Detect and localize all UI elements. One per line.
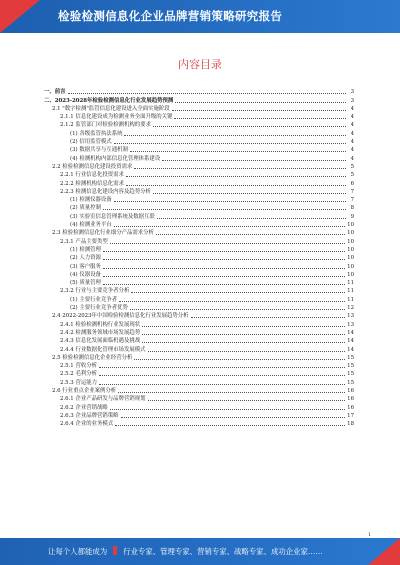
toc-entry-title: 二、2023-2028年检验检测信息化行业发展趋势预测 [44,97,174,104]
toc-entry-title: (3) 客户服务 [70,263,101,270]
toc-entry-title: 2.1.1 信息化建设成为检测业务全面升级的关键 [60,114,173,121]
report-title: 检验检测信息化企业品牌营销策略研究报告 [58,9,283,23]
toc-heading: 内容目录 [178,58,222,71]
toc-entry[interactable] [44,395,354,403]
toc-leader-dots [162,160,346,161]
footer-roles: 行业专家、管理专家、营销专家、战略专家、成功企业家…… [123,547,323,556]
toc-entry-title: 2.5 检验检测信息化企业经营分析 [52,354,133,361]
toc-leader-dots [153,126,346,127]
toc-leader-dots [142,334,345,335]
toc-entry-page: 11 [347,296,354,303]
toc-entry[interactable] [44,362,354,370]
toc-entry-page: 14 [347,346,354,353]
toc-entry-title: 2.5.3 营运能力 [60,379,97,386]
toc-entry-page: 14 [347,329,354,336]
toc-entry[interactable] [44,295,354,303]
toc-entry-title: (4) 检测业务平台 [70,222,112,229]
toc-leader-dots [119,301,345,302]
toc-entry-title: 2.6 行业重点企业案例分析 [52,387,117,394]
toc-leader-dots [153,193,346,194]
toc-entry-page: 10 [347,230,354,237]
toc-leader-dots [148,351,346,352]
toc-leader-dots [156,234,345,235]
toc-leader-dots [174,118,346,119]
toc-leader-dots [99,384,345,385]
toc-entry-title: (1) 检测管理 [70,246,101,253]
toc-entry[interactable] [44,105,354,113]
toc-leader-dots [126,185,346,186]
toc-entry-title: 2.5.2 毛利分析 [60,371,97,378]
toc-entry[interactable] [44,337,354,345]
toc-entry[interactable] [44,88,354,96]
toc-entry-page: 10 [347,263,354,270]
toc-entry-title: 2.3.1 产品主要类型 [60,238,108,245]
toc-entry-page: 9 [350,213,354,220]
toc-leader-dots [103,284,345,285]
footer-lead: 让每个人都能成为 [48,547,108,556]
toc-entry[interactable] [44,279,354,287]
toc-entry[interactable] [44,204,354,212]
toc-entry-page: 5 [350,172,354,179]
toc-entry-title: 2.4.2 检测服务领域市场发展趋势 [60,329,141,336]
toc-entry-title: 2.1 "数字检测"监管信息化建设进入全面实施阶段 [52,105,170,112]
table-of-contents [44,88,354,428]
toc-entry[interactable] [44,345,354,353]
toc-entry-page: 4 [350,130,354,137]
toc-entry-page: 17 [347,412,354,419]
toc-entry[interactable] [44,154,354,162]
toc-entry[interactable] [44,96,354,104]
toc-entry[interactable] [44,188,354,196]
toc-entry[interactable] [44,171,354,179]
toc-entry-title: (2) 人力资源 [70,255,101,262]
toc-entry-title: (1) 主要行业竞争者 [70,296,118,303]
toc-entry-title: 2.6.1 企业产品研发与品牌营销规划 [60,396,146,403]
toc-entry[interactable] [44,370,354,378]
toc-leader-dots [103,268,345,269]
toc-entry-page: 14 [347,338,354,345]
toc-leader-dots [134,359,345,360]
toc-leader-dots [130,309,345,310]
toc-entry-page: 10 [347,271,354,278]
toc-entry-page: 6 [350,180,354,187]
toc-entry-title: 2.6.4 企业的业务模式 [60,421,114,428]
toc-entry-page: 4 [350,105,354,112]
toc-leader-dots [121,417,346,418]
toc-leader-dots [175,102,346,103]
toc-entry-page: 15 [347,354,354,361]
toc-entry[interactable] [44,387,354,395]
footer-accent-triangle [368,538,400,565]
toc-entry-title: 2.4.1 检验检测机构行业发展现状 [60,321,141,328]
toc-entry-page: 4 [350,122,354,129]
toc-entry-title: 2.2.2 检测机构信息化需求 [60,180,124,187]
toc-leader-dots [126,176,346,177]
toc-entry-page: 15 [347,371,354,378]
toc-leader-dots [148,400,346,401]
toc-entry-title: (5) 质量管理 [70,280,101,287]
footer-separator [113,546,117,555]
toc-entry-page: 10 [347,255,354,262]
toc-entry-page: 3 [350,97,354,104]
toc-leader-dots [191,317,346,318]
toc-entry[interactable] [44,420,354,428]
toc-entry[interactable] [44,304,354,312]
toc-entry-page: 7 [350,188,354,195]
toc-entry-title: 2.4.3 信息化发展面临机遇及挑战 [60,338,141,345]
toc-entry-title: (4) 检测机构内部信息化管理体系建设 [70,155,161,162]
toc-entry[interactable] [44,403,354,411]
page-footer [0,538,400,565]
toc-entry-title: 2.1.2 监管部门对检验检测机构的要求 [60,122,151,129]
toc-leader-dots [134,168,346,169]
toc-entry-page: 4 [350,155,354,162]
toc-leader-dots [114,143,346,144]
toc-entry[interactable] [44,221,354,229]
toc-leader-dots [114,226,345,227]
toc-leader-dots [103,259,345,260]
toc-leader-dots [142,326,345,327]
toc-entry-title: (4) 仪器设备 [70,271,101,278]
toc-entry-page: 16 [347,404,354,411]
toc-leader-dots [157,218,346,219]
toc-entry[interactable] [44,113,354,121]
toc-entry-page: 12 [347,305,354,312]
toc-entry-page: 10 [347,246,354,253]
toc-entry-page: 16 [347,396,354,403]
toc-leader-dots [99,367,345,368]
toc-entry[interactable] [44,138,354,146]
toc-leader-dots [110,409,345,410]
toc-entry[interactable] [44,129,354,137]
toc-entry-title: 2.2 检验检测信息化建设投资需求 [52,163,133,170]
toc-entry[interactable] [44,271,354,279]
toc-entry-title: 2.4 2022-2023年中国检验检测信息化行业发展趋势分析 [52,313,189,320]
toc-entry-title: 2.6.2 企业营销战略 [60,404,108,411]
toc-entry-title: (1) 各级监管执法系统 [70,130,123,137]
toc-entry-page: 8 [350,205,354,212]
toc-entry[interactable] [44,320,354,328]
toc-entry[interactable] [44,121,354,129]
toc-leader-dots [99,375,345,376]
toc-entry-title: 2.4.4 行业数据化管理市场发展模式 [60,346,146,353]
toc-entry-page: 10 [347,222,354,229]
toc-entry[interactable] [44,378,354,386]
toc-leader-dots [103,209,346,210]
toc-leader-dots [124,135,346,136]
toc-entry[interactable] [44,354,354,362]
toc-entry-page: 15 [347,363,354,370]
toc-entry-page: 13 [347,313,354,320]
toc-leader-dots [172,110,346,111]
toc-entry-page: 3 [350,89,354,96]
toc-entry-page: 11 [347,280,354,287]
toc-entry-page: 18 [347,421,354,428]
toc-entry-title: (2) 主要行业竞争者优势 [70,305,128,312]
toc-entry[interactable] [44,196,354,204]
toc-entry-title: (2) 质量控制 [70,205,101,212]
toc-entry-title: (1) 检测仪器设备 [70,197,112,204]
toc-entry[interactable] [44,246,354,254]
toc-entry[interactable] [44,212,354,220]
toc-entry-page: 13 [347,321,354,328]
toc-entry[interactable] [44,179,354,187]
toc-entry[interactable] [44,287,354,295]
toc-entry[interactable] [44,312,354,320]
toc-leader-dots [103,251,345,252]
toc-entry-page: 10 [347,238,354,245]
toc-leader-dots [68,93,346,94]
toc-leader-dots [131,292,345,293]
toc-entry-page: 4 [350,147,354,154]
toc-leader-dots [103,276,345,277]
toc-entry-title: 一、前言 [44,89,66,96]
toc-entry[interactable] [44,412,354,420]
toc-entry-page: 15 [347,379,354,386]
toc-entry-page: 11 [347,288,354,295]
footer-slogan [48,546,323,557]
toc-entry[interactable] [44,237,354,245]
toc-entry-title: (3) 实验室信息管理系统及数据互联 [70,213,155,220]
toc-entry-page: 4 [350,139,354,146]
toc-entry-page: 5 [350,163,354,170]
toc-entry-title: 2.2.1 行业信息化投资需求 [60,172,124,179]
toc-entry-title: 2.2.3 检测信息化建设内容及趋势分析 [60,188,151,195]
toc-entry[interactable] [44,163,354,171]
toc-entry[interactable] [44,229,354,237]
header-accent-triangle [0,0,40,33]
toc-leader-dots [114,201,346,202]
toc-entry-title: 2.5.1 营收分析 [60,363,97,370]
toc-entry-page: 4 [350,114,354,121]
toc-entry-title: 2.3 检验检测信息化行业细分产品需求分析 [52,230,154,237]
toc-entry-page: 16 [347,387,354,394]
page-number: 1 [368,532,372,538]
page-header [0,0,400,33]
toc-entry[interactable] [44,262,354,270]
toc-entry[interactable] [44,329,354,337]
toc-leader-dots [115,425,345,426]
toc-entry-title: 2.6.3 企业品牌营销策略 [60,412,119,419]
toc-leader-dots [142,342,345,343]
toc-leader-dots [110,243,345,244]
toc-entry-title: 2.3.2 行业与主要竞争者分析 [60,288,130,295]
toc-entry[interactable] [44,254,354,262]
toc-entry-title: (3) 数据共享与互通机制 [70,147,128,154]
toc-entry-page: 7 [350,197,354,204]
toc-leader-dots [130,151,346,152]
toc-entry[interactable] [44,146,354,154]
toc-entry-title: (2) 信用监管模式 [70,139,112,146]
toc-leader-dots [118,392,345,393]
